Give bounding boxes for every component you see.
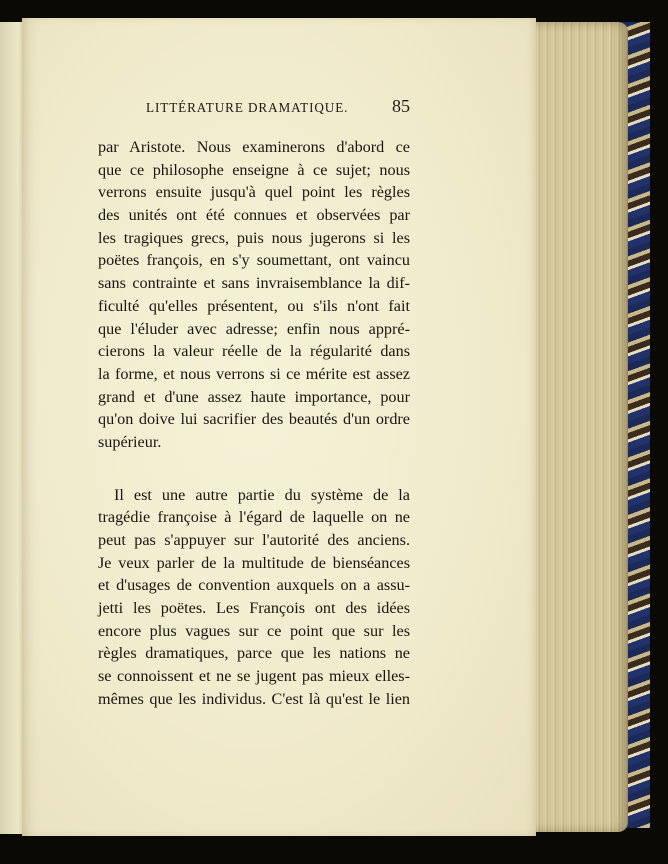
text-line: ficulté qu'elles présentent, ou s'ils n'ont fait xyxy=(98,296,410,315)
paragraph xyxy=(98,136,410,454)
text-line: mêmes que les individus. C'est là qu'est le lien xyxy=(98,689,410,708)
text-line: sans contrainte et sans invraisemblance la dif- xyxy=(98,274,410,293)
text-line: que ce philosophe enseigne à ce sujet; nous xyxy=(98,160,410,179)
text-line: poëtes françois, en s'y soumettant, ont vaincu xyxy=(98,251,410,270)
text-line: règles dramatiques, parce que les nations ne xyxy=(98,644,410,663)
text-line: verrons ensuite jusqu'à quel point les règles xyxy=(98,183,410,202)
text-line: grand et d'une assez haute importance, pour xyxy=(98,387,410,406)
paragraph xyxy=(98,484,410,711)
text-line: jetti les poëtes. Les François ont des idées xyxy=(98,599,410,618)
running-title: LITTÉRATURE DRAMATIQUE. xyxy=(146,100,349,115)
text-line: tragédie françoise à l'égard de laquelle on ne xyxy=(98,508,410,527)
page-stack-edge xyxy=(528,22,628,832)
page-header xyxy=(122,96,410,118)
text-line: que l'éluder avec adresse; enfin nous appré- xyxy=(98,319,410,338)
text-line: Je veux parler de la multitude de bienséances xyxy=(98,553,410,572)
text-line: des unités ont été connues et observées par xyxy=(98,206,410,225)
text-line: peut pas s'appuyer sur l'autorité des anciens. xyxy=(98,531,410,549)
text-line: supérieur. xyxy=(98,432,162,451)
text-line: cierons la valeur réelle de la régularité dans xyxy=(98,342,410,361)
text-line: par Aristote. Nous examinerons d'abord ce xyxy=(98,138,410,156)
page-number: 85 xyxy=(392,96,410,116)
text-line: Il est une autre partie du système de la xyxy=(114,485,410,504)
text-line: la forme, et nous verrons si ce mérite est assez xyxy=(98,364,410,383)
paragraph-spacer xyxy=(98,454,410,484)
text-line: et d'usages de convention auxquels on a assu- xyxy=(98,576,410,595)
text-line: se connoissent et ne se jugent pas mieux elles- xyxy=(98,667,410,686)
body-text xyxy=(98,136,410,711)
text-line: encore plus vagues sur ce point que sur les xyxy=(98,621,410,640)
text-line: qu'on doive lui sacrifier des beautés d'un ordre xyxy=(98,410,410,429)
text-line: les tragiques grecs, puis nous jugerons si les xyxy=(98,228,410,247)
